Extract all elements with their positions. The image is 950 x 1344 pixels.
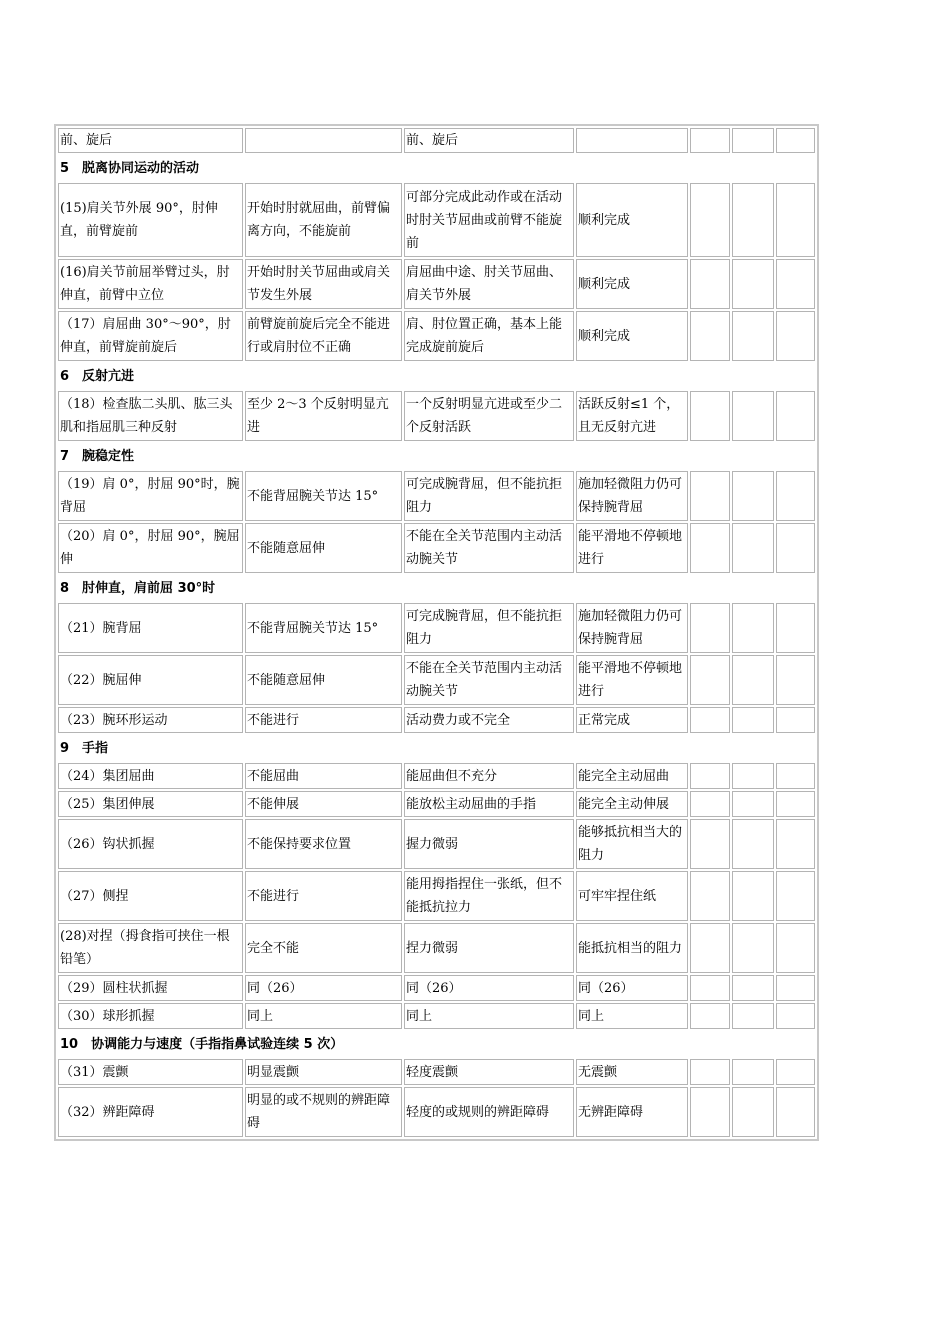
score-blank-cell <box>732 128 774 153</box>
score-blank-cell <box>776 391 815 441</box>
score-blank-cell <box>732 791 774 817</box>
score-2-cell: 施加轻微阻力仍可保持腕背屈 <box>576 603 688 653</box>
score-0-cell: 不能随意屈伸 <box>245 523 402 573</box>
score-0-cell: 不能屈曲 <box>245 763 402 789</box>
score-0-cell: 开始时肘关节屈曲或肩关节发生外展 <box>245 259 402 309</box>
score-blank-cell <box>690 1059 730 1085</box>
score-0-cell: 明显震颤 <box>245 1059 402 1085</box>
score-1-cell: 捏力微弱 <box>404 923 574 973</box>
score-blank-cell <box>690 763 730 789</box>
score-1-cell: 能用拇指捏住一张纸，但不能抵抗拉力 <box>404 871 574 921</box>
score-1-cell: 同上 <box>404 1003 574 1029</box>
table-row <box>58 871 815 921</box>
score-1-cell: 不能在全关节范围内主动活动腕关节 <box>404 523 574 573</box>
score-blank-cell <box>732 819 774 869</box>
item-cell: （20）肩 0°，肘屈 90°，腕屈伸 <box>58 523 243 573</box>
score-blank-cell <box>732 183 774 257</box>
score-blank-cell <box>690 128 730 153</box>
section-title: 9 手指 <box>60 740 109 756</box>
score-2-cell: 无震颤 <box>576 1059 688 1085</box>
score-2-cell: 无辨距障碍 <box>576 1087 688 1137</box>
score-0-cell: 开始时肘就屈曲，前臂偏离方向，不能旋前 <box>245 183 402 257</box>
score-blank-cell <box>732 603 774 653</box>
score-blank-cell <box>776 183 815 257</box>
item-cell: (16)肩关节前屈举臂过头，肘伸直，前臂中立位 <box>58 259 243 309</box>
score-2-cell: 顺利完成 <box>576 259 688 309</box>
item-cell: （27）侧捏 <box>58 871 243 921</box>
score-blank-cell <box>690 1087 730 1137</box>
score-blank-cell <box>690 791 730 817</box>
score-2-cell: 施加轻微阻力仍可保持腕背屈 <box>576 471 688 521</box>
score-blank-cell <box>732 391 774 441</box>
score-2-cell <box>576 128 688 153</box>
score-blank-cell <box>776 871 815 921</box>
score-blank-cell <box>732 1003 774 1029</box>
table-row <box>58 1059 815 1085</box>
score-0-cell: 明显的或不规则的辨距障碍 <box>245 1087 402 1137</box>
score-1-cell: 能放松主动屈曲的手指 <box>404 791 574 817</box>
score-2-cell: 活跃反射≤1 个，且无反射亢进 <box>576 391 688 441</box>
score-0-cell: 完全不能 <box>245 923 402 973</box>
item-cell: （31）震颤 <box>58 1059 243 1085</box>
table-row <box>58 763 815 789</box>
score-blank-cell <box>776 471 815 521</box>
table-row <box>58 923 815 973</box>
score-1-cell: 肩屈曲中途、肘关节屈曲、肩关节外展 <box>404 259 574 309</box>
score-0-cell: 前臂旋前旋后完全不能进行或肩肘位不正确 <box>245 311 402 361</box>
score-blank-cell <box>776 655 815 705</box>
table-row <box>58 975 815 1001</box>
score-blank-cell <box>776 1003 815 1029</box>
score-1-cell: 前、旋后 <box>404 128 574 153</box>
score-blank-cell <box>776 311 815 361</box>
score-blank-cell <box>690 655 730 705</box>
score-blank-cell <box>690 259 730 309</box>
item-cell: （22）腕屈伸 <box>58 655 243 705</box>
score-0-cell: 不能保持要求位置 <box>245 819 402 869</box>
section-header-row <box>58 155 815 181</box>
score-0-cell: 不能伸展 <box>245 791 402 817</box>
score-1-cell: 同（26） <box>404 975 574 1001</box>
item-cell: （23）腕环形运动 <box>58 707 243 733</box>
score-blank-cell <box>690 603 730 653</box>
section-title: 7 腕稳定性 <box>60 448 135 464</box>
score-0-cell: 不能背屈腕关节达 15° <box>245 471 402 521</box>
item-cell: （17）肩屈曲 30°～90°，肘伸直，前臂旋前旋后 <box>58 311 243 361</box>
score-blank-cell <box>732 1059 774 1085</box>
table-row <box>58 391 815 441</box>
score-0-cell: 至少 2～3 个反射明显亢进 <box>245 391 402 441</box>
score-blank-cell <box>776 259 815 309</box>
score-blank-cell <box>732 975 774 1001</box>
score-blank-cell <box>690 975 730 1001</box>
score-1-cell: 轻度的或规则的辨距障碍 <box>404 1087 574 1137</box>
score-blank-cell <box>732 763 774 789</box>
score-2-cell: 同（26） <box>576 975 688 1001</box>
score-2-cell: 能够抵抗相当大的阻力 <box>576 819 688 869</box>
section-title: 10 协调能力与速度（手指指鼻试验连续 5 次） <box>60 1036 344 1052</box>
score-1-cell: 活动费力或不完全 <box>404 707 574 733</box>
score-2-cell: 顺利完成 <box>576 311 688 361</box>
score-blank-cell <box>732 655 774 705</box>
score-blank-cell <box>690 471 730 521</box>
score-blank-cell <box>732 523 774 573</box>
item-cell: （25）集团伸展 <box>58 791 243 817</box>
section-title: 6 反射亢进 <box>60 368 135 384</box>
table-row <box>58 791 815 817</box>
assessment-grid <box>56 126 817 1139</box>
score-blank-cell <box>776 128 815 153</box>
score-blank-cell <box>776 819 815 869</box>
score-blank-cell <box>690 871 730 921</box>
score-blank-cell <box>732 471 774 521</box>
score-blank-cell <box>776 1087 815 1137</box>
score-2-cell: 正常完成 <box>576 707 688 733</box>
score-blank-cell <box>690 523 730 573</box>
score-1-cell: 可完成腕背屈，但不能抗拒阻力 <box>404 603 574 653</box>
item-cell: （30）球形抓握 <box>58 1003 243 1029</box>
item-cell: （21）腕背屈 <box>58 603 243 653</box>
table-row <box>58 523 815 573</box>
table-row <box>58 183 815 257</box>
item-cell: （24）集团屈曲 <box>58 763 243 789</box>
score-blank-cell <box>690 923 730 973</box>
item-cell: （26）钩状抓握 <box>58 819 243 869</box>
item-cell: （18）检查肱二头肌、肱三头肌和指屈肌三种反射 <box>58 391 243 441</box>
score-blank-cell <box>690 391 730 441</box>
score-1-cell: 轻度震颤 <box>404 1059 574 1085</box>
score-0-cell <box>245 128 402 153</box>
item-cell: (28)对捏（拇食指可挟住一根铅笔） <box>58 923 243 973</box>
section-title: 5 脱离协同运动的活动 <box>60 160 200 176</box>
score-blank-cell <box>690 311 730 361</box>
score-2-cell: 同上 <box>576 1003 688 1029</box>
score-1-cell: 可完成腕背屈，但不能抗拒阻力 <box>404 471 574 521</box>
score-blank-cell <box>690 1003 730 1029</box>
section-header-row <box>58 363 815 389</box>
score-0-cell: 不能进行 <box>245 707 402 733</box>
score-2-cell: 能平滑地不停顿地进行 <box>576 655 688 705</box>
assessment-table <box>54 124 819 1141</box>
score-0-cell: 同上 <box>245 1003 402 1029</box>
score-2-cell: 能抵抗相当的阻力 <box>576 923 688 973</box>
score-blank-cell <box>776 923 815 973</box>
section-header-row <box>58 443 815 469</box>
score-0-cell: 同（26） <box>245 975 402 1001</box>
score-2-cell: 能平滑地不停顿地进行 <box>576 523 688 573</box>
score-2-cell: 可牢牢捏住纸 <box>576 871 688 921</box>
score-blank-cell <box>776 763 815 789</box>
item-cell: (15)肩关节外展 90°，肘伸直，前臂旋前 <box>58 183 243 257</box>
score-blank-cell <box>776 603 815 653</box>
table-row <box>58 259 815 309</box>
score-blank-cell <box>690 183 730 257</box>
score-blank-cell <box>776 791 815 817</box>
item-cell: （19）肩 0°，肘屈 90°时，腕背屈 <box>58 471 243 521</box>
item-cell: （29）圆柱状抓握 <box>58 975 243 1001</box>
table-row <box>58 471 815 521</box>
table-row <box>58 655 815 705</box>
table-row <box>58 128 815 153</box>
score-2-cell: 能完全主动伸展 <box>576 791 688 817</box>
score-1-cell: 肩、肘位置正确，基本上能完成旋前旋后 <box>404 311 574 361</box>
score-2-cell: 顺利完成 <box>576 183 688 257</box>
score-blank-cell <box>776 523 815 573</box>
score-blank-cell <box>776 975 815 1001</box>
score-blank-cell <box>732 707 774 733</box>
score-0-cell: 不能随意屈伸 <box>245 655 402 705</box>
score-2-cell: 能完全主动屈曲 <box>576 763 688 789</box>
score-blank-cell <box>690 707 730 733</box>
score-1-cell: 不能在全关节范围内主动活动腕关节 <box>404 655 574 705</box>
score-blank-cell <box>776 707 815 733</box>
score-blank-cell <box>776 1059 815 1085</box>
table-row <box>58 1003 815 1029</box>
section-header-row <box>58 575 815 601</box>
score-1-cell: 能屈曲但不充分 <box>404 763 574 789</box>
table-row <box>58 707 815 733</box>
score-blank-cell <box>732 1087 774 1137</box>
section-header-row <box>58 735 815 761</box>
score-1-cell: 可部分完成此动作或在活动时肘关节屈曲或前臂不能旋前 <box>404 183 574 257</box>
table-row <box>58 1087 815 1137</box>
score-blank-cell <box>732 259 774 309</box>
section-title: 8 肘伸直，肩前屈 30°时 <box>60 580 216 596</box>
section-header-row <box>58 1031 815 1057</box>
score-blank-cell <box>732 311 774 361</box>
score-1-cell: 一个反射明显亢进或至少二个反射活跃 <box>404 391 574 441</box>
score-blank-cell <box>732 871 774 921</box>
item-cell: （32）辨距障碍 <box>58 1087 243 1137</box>
table-row <box>58 603 815 653</box>
table-row <box>58 819 815 869</box>
score-blank-cell <box>690 819 730 869</box>
score-0-cell: 不能进行 <box>245 871 402 921</box>
item-cell: 前、旋后 <box>58 128 243 153</box>
score-1-cell: 握力微弱 <box>404 819 574 869</box>
score-blank-cell <box>732 923 774 973</box>
table-row <box>58 311 815 361</box>
score-0-cell: 不能背屈腕关节达 15° <box>245 603 402 653</box>
